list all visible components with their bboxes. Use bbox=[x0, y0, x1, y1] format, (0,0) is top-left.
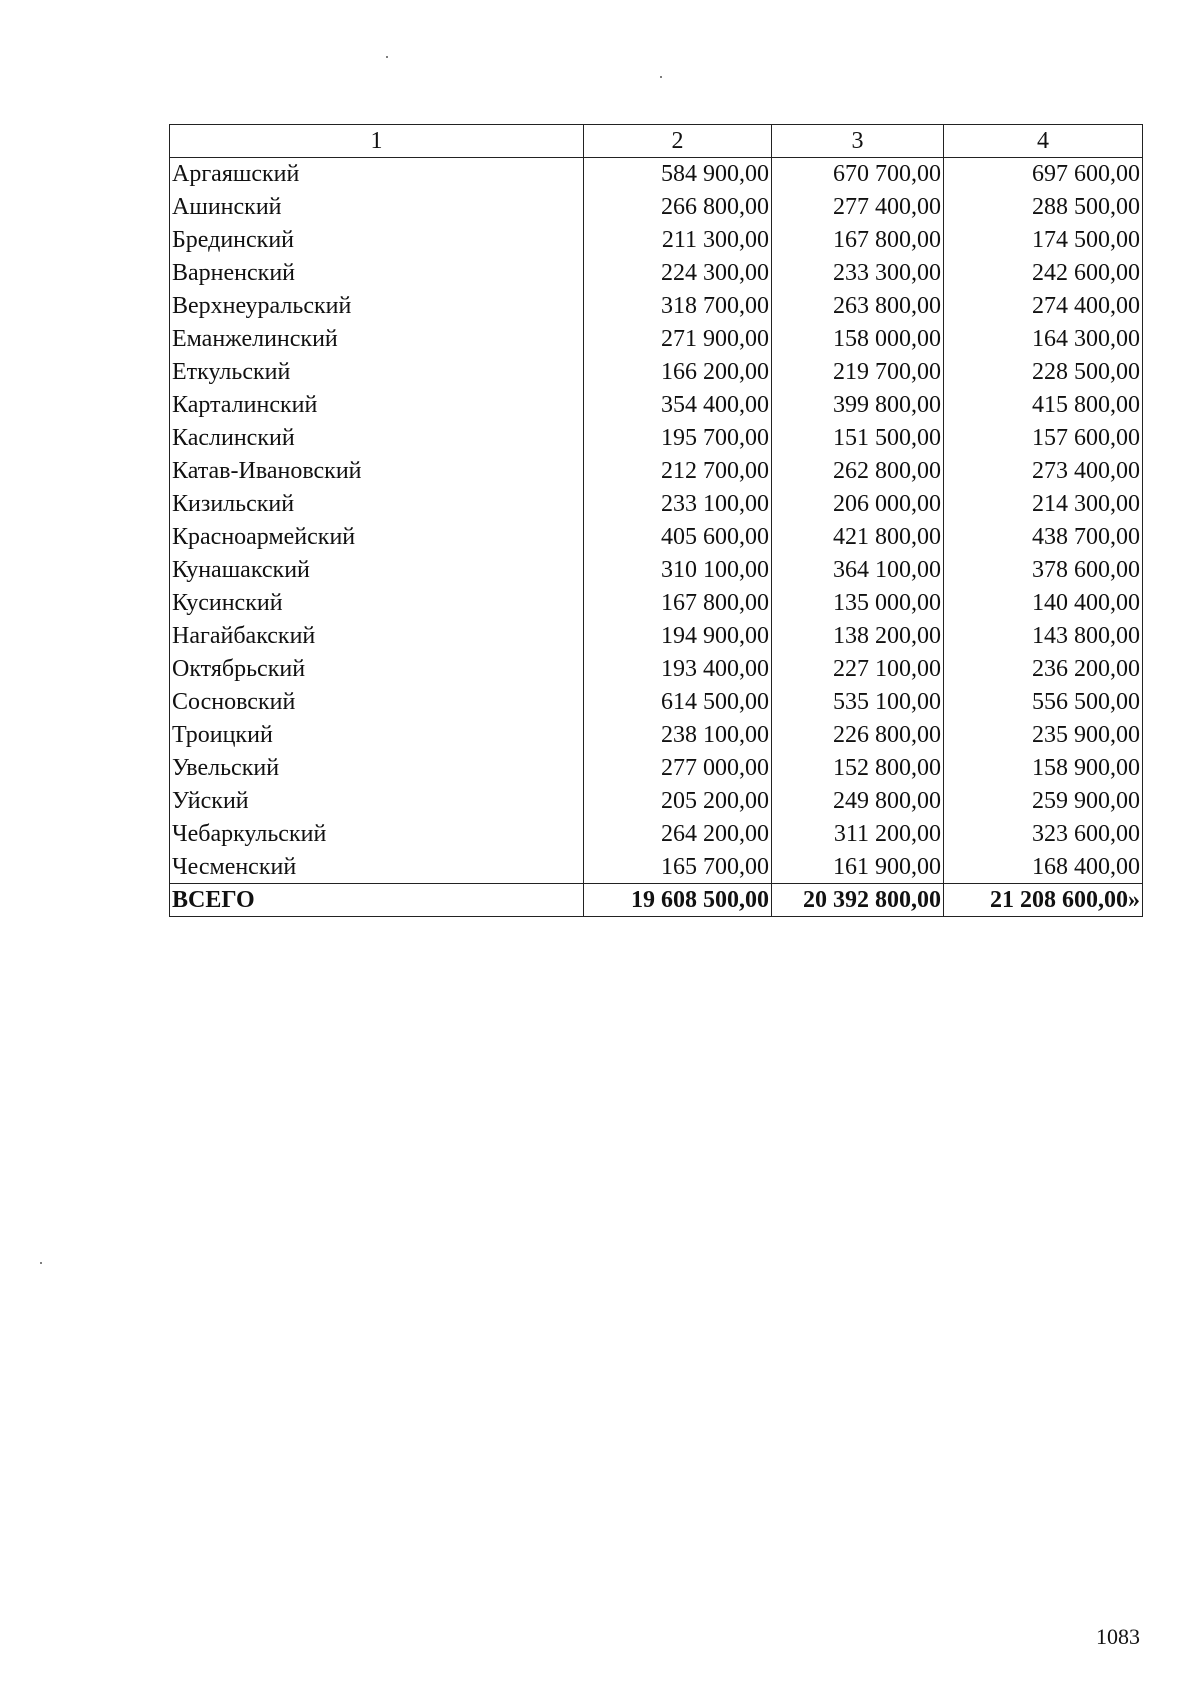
total-label: ВСЕГО bbox=[170, 884, 584, 917]
district-name: Чебаркульский bbox=[170, 818, 584, 851]
scan-speck bbox=[386, 56, 388, 58]
table-row bbox=[170, 719, 1143, 752]
amount-cell: 271 900,00 bbox=[584, 323, 772, 356]
table-row bbox=[170, 257, 1143, 290]
amount-cell: 421 800,00 bbox=[772, 521, 944, 554]
page-number: 1083 bbox=[1096, 1624, 1140, 1649]
table-row bbox=[170, 290, 1143, 323]
amount-cell: 262 800,00 bbox=[772, 455, 944, 488]
amount-cell: 167 800,00 bbox=[772, 224, 944, 257]
amount-cell: 310 100,00 bbox=[584, 554, 772, 587]
table-row bbox=[170, 191, 1143, 224]
table-row bbox=[170, 818, 1143, 851]
district-name: Верхнеуральский bbox=[170, 290, 584, 323]
district-name: Чесменский bbox=[170, 851, 584, 884]
amount-cell: 228 500,00 bbox=[944, 356, 1143, 389]
amount-cell: 161 900,00 bbox=[772, 851, 944, 884]
amount-cell: 211 300,00 bbox=[584, 224, 772, 257]
table-row bbox=[170, 752, 1143, 785]
table-row bbox=[170, 620, 1143, 653]
column-header: 4 bbox=[944, 125, 1143, 158]
district-name: Октябрьский bbox=[170, 653, 584, 686]
amount-cell: 164 300,00 bbox=[944, 323, 1143, 356]
table-row bbox=[170, 587, 1143, 620]
amount-cell: 206 000,00 bbox=[772, 488, 944, 521]
amount-cell: 138 200,00 bbox=[772, 620, 944, 653]
amount-cell: 354 400,00 bbox=[584, 389, 772, 422]
table-row bbox=[170, 158, 1143, 191]
table-row bbox=[170, 488, 1143, 521]
amount-cell: 277 000,00 bbox=[584, 752, 772, 785]
amount-cell: 224 300,00 bbox=[584, 257, 772, 290]
amount-cell: 158 000,00 bbox=[772, 323, 944, 356]
table-row bbox=[170, 389, 1143, 422]
amount-cell: 166 200,00 bbox=[584, 356, 772, 389]
amount-cell: 242 600,00 bbox=[944, 257, 1143, 290]
amount-cell: 193 400,00 bbox=[584, 653, 772, 686]
district-name: Еманжелинский bbox=[170, 323, 584, 356]
district-name: Брединский bbox=[170, 224, 584, 257]
amount-cell: 697 600,00 bbox=[944, 158, 1143, 191]
amount-cell: 174 500,00 bbox=[944, 224, 1143, 257]
amount-cell: 264 200,00 bbox=[584, 818, 772, 851]
amount-cell: 323 600,00 bbox=[944, 818, 1143, 851]
total-row bbox=[170, 884, 1143, 917]
district-name: Варненский bbox=[170, 257, 584, 290]
amount-cell: 194 900,00 bbox=[584, 620, 772, 653]
amount-cell: 311 200,00 bbox=[772, 818, 944, 851]
amount-cell: 158 900,00 bbox=[944, 752, 1143, 785]
amount-cell: 167 800,00 bbox=[584, 587, 772, 620]
district-name: Красноармейский bbox=[170, 521, 584, 554]
amount-cell: 235 900,00 bbox=[944, 719, 1143, 752]
amount-cell: 273 400,00 bbox=[944, 455, 1143, 488]
table-body bbox=[170, 158, 1143, 884]
table-row bbox=[170, 785, 1143, 818]
district-name: Нагайбакский bbox=[170, 620, 584, 653]
total-value: 21 208 600,00» bbox=[944, 884, 1143, 917]
column-header: 3 bbox=[772, 125, 944, 158]
district-name: Ашинский bbox=[170, 191, 584, 224]
amount-cell: 584 900,00 bbox=[584, 158, 772, 191]
amount-cell: 152 800,00 bbox=[772, 752, 944, 785]
amount-cell: 168 400,00 bbox=[944, 851, 1143, 884]
amount-cell: 205 200,00 bbox=[584, 785, 772, 818]
district-name: Уйский bbox=[170, 785, 584, 818]
amount-cell: 135 000,00 bbox=[772, 587, 944, 620]
amount-cell: 195 700,00 bbox=[584, 422, 772, 455]
table-row bbox=[170, 356, 1143, 389]
amount-cell: 157 600,00 bbox=[944, 422, 1143, 455]
amount-cell: 212 700,00 bbox=[584, 455, 772, 488]
amount-cell: 556 500,00 bbox=[944, 686, 1143, 719]
district-name: Троицкий bbox=[170, 719, 584, 752]
amount-cell: 266 800,00 bbox=[584, 191, 772, 224]
header-row bbox=[170, 125, 1143, 158]
amount-cell: 214 300,00 bbox=[944, 488, 1143, 521]
total-value: 19 608 500,00 bbox=[584, 884, 772, 917]
table-row bbox=[170, 686, 1143, 719]
table-row bbox=[170, 323, 1143, 356]
amount-cell: 614 500,00 bbox=[584, 686, 772, 719]
amount-cell: 263 800,00 bbox=[772, 290, 944, 323]
table-row bbox=[170, 224, 1143, 257]
district-name: Кусинский bbox=[170, 587, 584, 620]
amount-cell: 143 800,00 bbox=[944, 620, 1143, 653]
amount-cell: 399 800,00 bbox=[772, 389, 944, 422]
district-name: Каслинский bbox=[170, 422, 584, 455]
amount-cell: 438 700,00 bbox=[944, 521, 1143, 554]
amount-cell: 405 600,00 bbox=[584, 521, 772, 554]
column-header: 1 bbox=[170, 125, 584, 158]
amount-cell: 378 600,00 bbox=[944, 554, 1143, 587]
district-name: Аргаяшский bbox=[170, 158, 584, 191]
amount-cell: 535 100,00 bbox=[772, 686, 944, 719]
district-name: Кунашакский bbox=[170, 554, 584, 587]
amount-cell: 219 700,00 bbox=[772, 356, 944, 389]
amount-cell: 249 800,00 bbox=[772, 785, 944, 818]
total-value: 20 392 800,00 bbox=[772, 884, 944, 917]
amount-cell: 277 400,00 bbox=[772, 191, 944, 224]
column-header: 2 bbox=[584, 125, 772, 158]
amount-cell: 318 700,00 bbox=[584, 290, 772, 323]
table-row bbox=[170, 554, 1143, 587]
district-name: Карталинский bbox=[170, 389, 584, 422]
amount-cell: 274 400,00 bbox=[944, 290, 1143, 323]
amount-cell: 165 700,00 bbox=[584, 851, 772, 884]
scan-speck bbox=[40, 1262, 42, 1264]
amount-cell: 233 300,00 bbox=[772, 257, 944, 290]
table-row bbox=[170, 851, 1143, 884]
district-name: Кизильский bbox=[170, 488, 584, 521]
scan-speck bbox=[660, 76, 662, 78]
district-name: Увельский bbox=[170, 752, 584, 785]
amount-cell: 233 100,00 bbox=[584, 488, 772, 521]
amount-cell: 226 800,00 bbox=[772, 719, 944, 752]
district-name: Сосновский bbox=[170, 686, 584, 719]
table-row bbox=[170, 521, 1143, 554]
amount-cell: 238 100,00 bbox=[584, 719, 772, 752]
amount-cell: 288 500,00 bbox=[944, 191, 1143, 224]
table-row bbox=[170, 653, 1143, 686]
amount-cell: 415 800,00 bbox=[944, 389, 1143, 422]
district-name: Катав-Ивановский bbox=[170, 455, 584, 488]
amount-cell: 670 700,00 bbox=[772, 158, 944, 191]
budget-table bbox=[169, 124, 1143, 917]
amount-cell: 227 100,00 bbox=[772, 653, 944, 686]
amount-cell: 236 200,00 bbox=[944, 653, 1143, 686]
district-name: Еткульский bbox=[170, 356, 584, 389]
amount-cell: 364 100,00 bbox=[772, 554, 944, 587]
amount-cell: 140 400,00 bbox=[944, 587, 1143, 620]
table-row bbox=[170, 422, 1143, 455]
amount-cell: 151 500,00 bbox=[772, 422, 944, 455]
table-row bbox=[170, 455, 1143, 488]
amount-cell: 259 900,00 bbox=[944, 785, 1143, 818]
